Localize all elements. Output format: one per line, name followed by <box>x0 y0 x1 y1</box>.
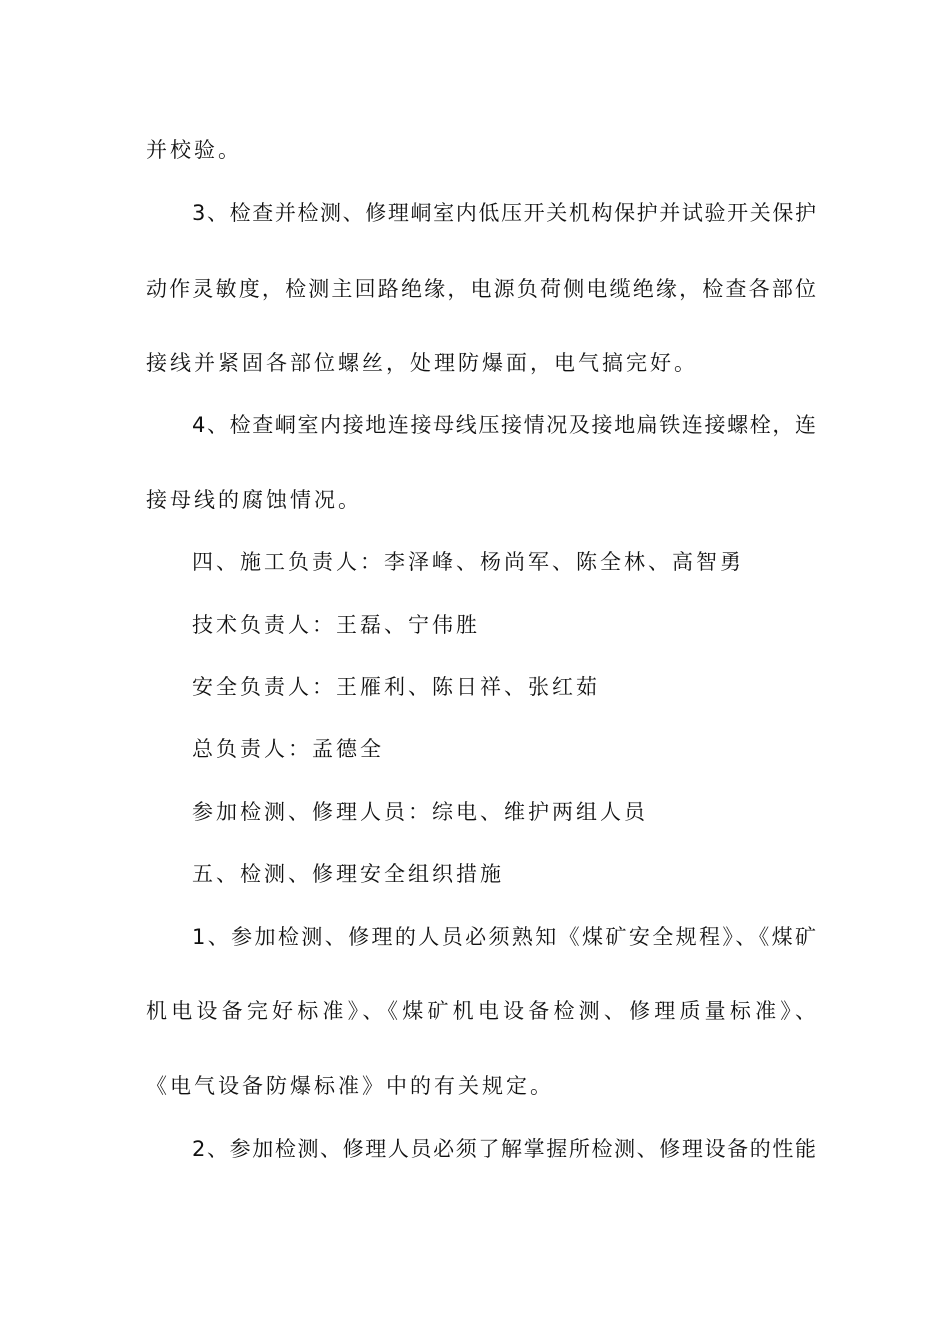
text-line: 2、参加检测、修理人员必须了解掌握所检测、修理设备的性能 <box>192 1137 816 1161</box>
text-line: 并校验。 <box>146 138 242 162</box>
text-line: 五、检测、修理安全组织措施 <box>192 862 504 886</box>
text-line: 接线并紧固各部位螺丝，处理防爆面，电气搞完好。 <box>146 351 698 375</box>
text-line: 四、施工负责人：李泽峰、杨尚军、陈全林、高智勇 <box>192 550 744 574</box>
text-line: 机电设备完好标准》、《煤矿机电设备检测、修理质量标准》、 <box>146 999 816 1023</box>
text-line: 1、参加检测、修理的人员必须熟知《煤矿安全规程》、《煤矿 <box>192 925 816 949</box>
text-line: 接母线的腐蚀情况。 <box>146 488 362 512</box>
text-line: 《电气设备防爆标准》中的有关规定。 <box>146 1074 554 1098</box>
text-line: 参加检测、修理人员：综电、维护两组人员 <box>192 800 648 824</box>
text-line: 总负责人：孟德全 <box>192 737 384 761</box>
text-line: 4、检查峒室内接地连接母线压接情况及接地扁铁连接螺栓，连 <box>192 413 816 437</box>
text-line: 技术负责人：王磊、宁伟胜 <box>192 613 480 637</box>
text-line: 动作灵敏度，检测主回路绝缘，电源负荷侧电缆绝缘，检查各部位 <box>146 277 816 301</box>
text-line: 3、检查并检测、修理峒室内低压开关机构保护并试验开关保护 <box>192 201 816 225</box>
text-line: 安全负责人：王雁利、陈日祥、张红茹 <box>192 675 600 699</box>
